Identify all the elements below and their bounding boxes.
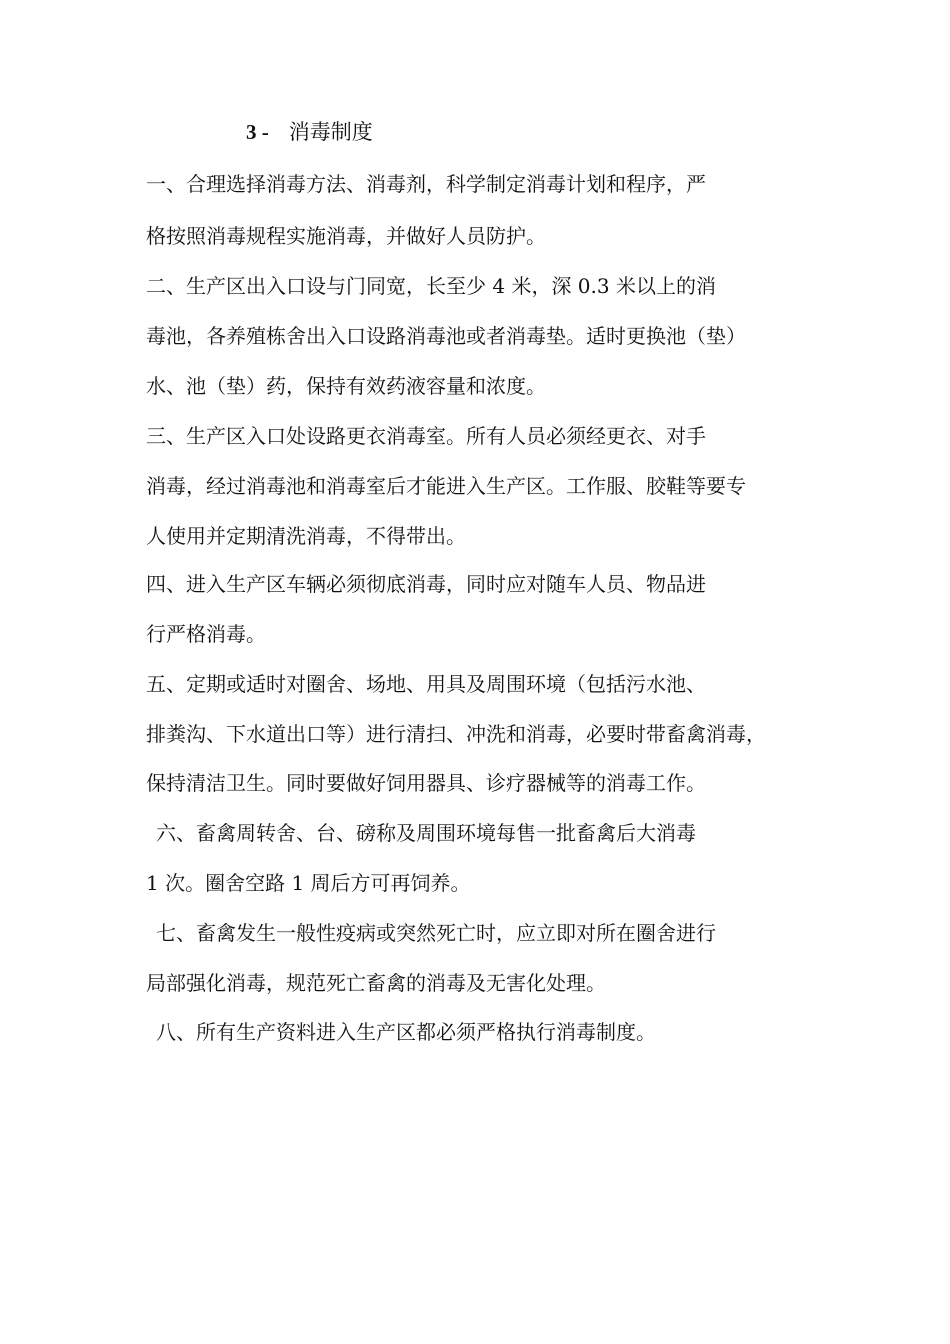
paragraph-5-line-2: 排粪沟、下水道出口等）进行清扫、冲洗和消毒，必要时带畜禽消毒， [146, 722, 766, 746]
paragraph-4-line-2: 行严格消毒。 [146, 622, 266, 646]
paragraph-1-line-2: 格按照消毒规程实施消毒，并做好人员防护。 [146, 224, 546, 248]
paragraph-6-line-2: 1 次。圈舍空路 1 周后方可再饲养。 [146, 871, 471, 895]
paragraph-5-line-1: 五、定期或适时对圈舍、场地、用具及周围环境（包括污水池、 [146, 672, 706, 696]
page-title [246, 116, 373, 146]
paragraph-2-line-3: 水、池（垫）药，保持有效药液容量和浓度。 [146, 374, 546, 398]
paragraph-3-line-1: 三、生产区入口处设路更衣消毒室。所有人员必须经更衣、对手 [146, 424, 706, 448]
paragraph-7-line-1: 七、畜禽发生一般性疫病或突然死亡时，应立即对所在圈舍进行 [156, 921, 716, 945]
paragraph-2-line-1: 二、生产区出入口设与门同宽，长至少 4 米，深 0.3 米以上的消 [146, 274, 716, 298]
paragraph-1-line-1: 一、合理选择消毒方法、消毒剂，科学制定消毒计划和程序，严 [146, 172, 706, 196]
paragraph-6-line-1: 六、畜禽周转舍、台、磅称及周围环境每售一批畜禽后大消毒 [156, 821, 696, 845]
paragraph-8-line-1: 八、所有生产资料进入生产区都必须严格执行消毒制度。 [156, 1020, 656, 1044]
paragraph-7-line-2: 局部强化消毒，规范死亡畜禽的消毒及无害化处理。 [146, 971, 606, 995]
paragraph-2-line-2: 毒池，各养殖栋舍出入口设路消毒池或者消毒垫。适时更换池（垫） [146, 324, 746, 348]
title-text: 消毒制度 [288, 120, 373, 144]
paragraph-3-line-3: 人使用并定期清洗消毒，不得带出。 [146, 524, 466, 548]
title-number: 3 - [246, 120, 269, 144]
paragraph-3-line-2: 消毒，经过消毒池和消毒室后才能进入生产区。工作服、胶鞋等要专 [146, 474, 746, 498]
paragraph-4-line-1: 四、进入生产区车辆必须彻底消毒，同时应对随车人员、物品进 [146, 572, 706, 596]
paragraph-5-line-3: 保持清洁卫生。同时要做好饲用器具、诊疗器械等的消毒工作。 [146, 771, 706, 795]
